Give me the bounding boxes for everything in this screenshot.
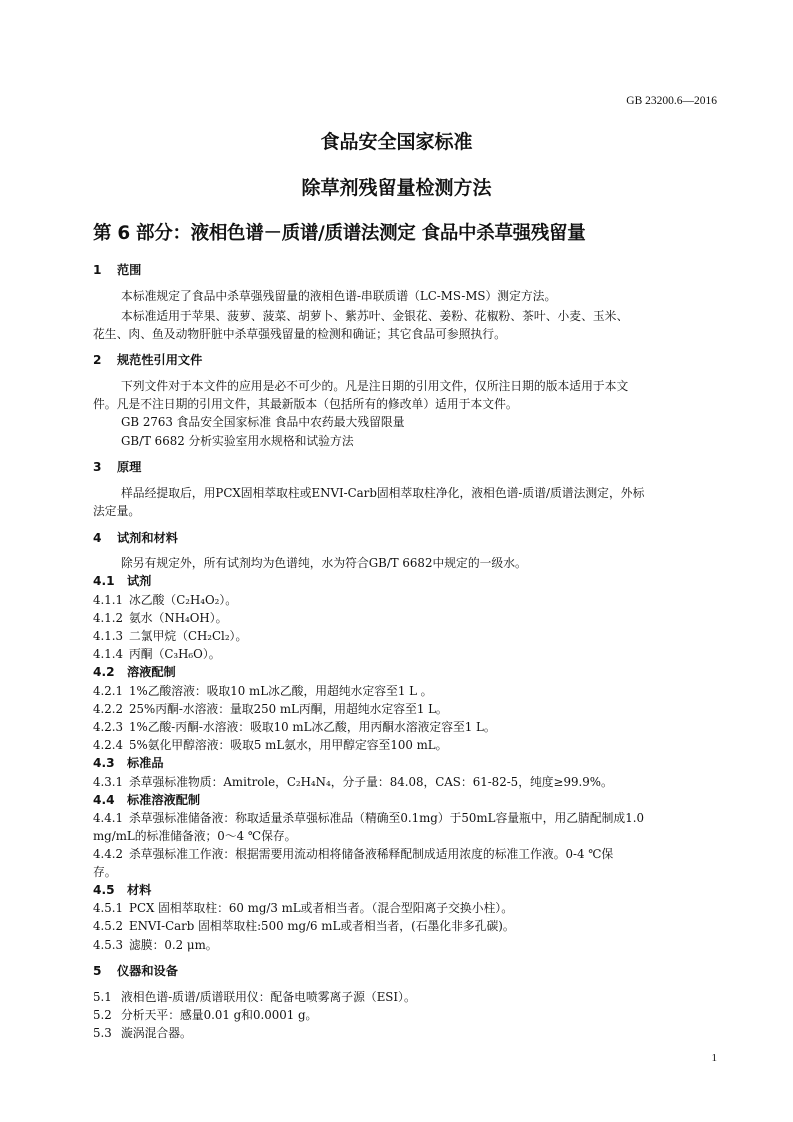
subsection-heading: 4.4 标准溶液配制 <box>93 793 201 807</box>
subsection-heading: 4.3 标准品 <box>93 756 164 770</box>
list-item: 4.5.2 ENVI-Carb 固相萃取柱:500 mg/6 mL或者相当者，(石墨化非多孔碳)。 <box>93 919 515 933</box>
paragraph-line: 花生、肉、鱼及动物肝脏中杀草强残留量的检测和确证；其它食品可参照执行。 <box>93 327 506 341</box>
section-heading: 4 试剂和材料 <box>93 531 178 545</box>
list-item: 4.4.1 杀草强标准储备液：称取适量杀草强标准品（精确至0.1mg）于50mL容量瓶中，用乙腈配制成1.0 <box>93 811 644 825</box>
reference-item: GB/T 6682 分析实验室用水规格和试验方法 <box>121 434 354 448</box>
reference-item: GB 2763 食品安全国家标准 食品中农药最大残留限量 <box>121 415 405 429</box>
paragraph-line: 本标准规定了食品中杀草强残留量的液相色谱-串联质谱（LC-MS-MS）测定方法。 <box>121 289 557 303</box>
paragraph-line: 下列文件对于本文件的应用是必不可少的。凡是注日期的引用文件，仅所注日期的版本适用于本文 <box>121 379 629 393</box>
document-title: 食品安全国家标准 <box>320 131 473 153</box>
list-item: 4.1.2 氨水（NH₄OH）。 <box>93 611 228 625</box>
paragraph-line: 样品经提取后，用PCX固相萃取柱或ENVI-Carb固相萃取柱净化，液相色谱-质谱/质谱法测定，外标 <box>121 486 645 500</box>
section-heading: 3 原理 <box>93 460 142 474</box>
list-item: 4.3.1 杀草强标准物质：Amitrole，C₂H₄N₄，分子量：84.08，CAS：61-82-5，纯度≥99.9%。 <box>93 775 613 789</box>
page-number: 1 <box>711 1052 717 1064</box>
paragraph-line: 本标准适用于苹果、菠萝、菠菜、胡萝卜、紫苏叶、金银花、姜粉、花椒粉、茶叶、小麦、玉米、 <box>121 309 629 323</box>
subsection-heading: 4.1 试剂 <box>93 574 152 588</box>
list-item: 4.4.2 杀草强标准工作液：根据需要用流动相将储备液稀释配制成适用浓度的标准工作液。0-4 ℃保 <box>93 847 614 861</box>
list-item: 4.1.3 二氯甲烷（CH₂Cl₂）。 <box>93 629 248 643</box>
subsection-heading: 4.5 材料 <box>93 883 152 897</box>
list-item: 5.2 分析天平：感量0.01 g和0.0001 g。 <box>93 1008 318 1022</box>
section-heading: 5 仪器和设备 <box>93 964 178 978</box>
list-item-continuation: 存。 <box>93 865 117 879</box>
list-item: 4.5.1 PCX 固相萃取柱：60 mg/3 mL或者相当者。（混合型阳离子交换小柱）。 <box>93 901 513 915</box>
list-item: 4.2.2 25%丙酮-水溶液：量取250 mL丙酮，用超纯水定容至1 L。 <box>93 702 448 716</box>
section-heading: 1 范围 <box>93 263 142 277</box>
list-item: 4.2.1 1%乙酸溶液：吸取10 mL冰乙酸，用超纯水定容至1 L 。 <box>93 684 433 698</box>
standard-number: GB 23200.6—2016 <box>626 95 717 107</box>
list-item: 4.2.3 1%乙酸-丙酮-水溶液：吸取10 mL冰乙酸，用丙酮水溶液定容至1 L。 <box>93 720 496 734</box>
document-subtitle: 除草剂残留量检测方法 <box>301 177 492 199</box>
list-item: 5.1 液相色谱-质谱/质谱联用仪：配备电喷雾离子源（ESI）。 <box>93 990 416 1004</box>
list-item: 4.1.4 丙酮（C₃H₆O）。 <box>93 647 221 661</box>
list-item: 4.1.1 冰乙酸（C₂H₄O₂）。 <box>93 593 238 607</box>
list-item: 4.2.4 5%氨化甲醇溶液：吸取5 mL氨水，用甲醇定容至100 mL。 <box>93 738 448 752</box>
list-item-continuation: mg/mL的标准储备液；0～4 ℃保存。 <box>93 829 297 843</box>
list-item: 4.5.3 滤膜：0.2 μm。 <box>93 938 218 952</box>
paragraph-line: 法定量。 <box>93 504 141 518</box>
section-heading: 2 规范性引用文件 <box>93 353 203 367</box>
subsection-heading: 4.2 溶液配制 <box>93 665 176 679</box>
paragraph-line: 件。凡是不注日期的引用文件，其最新版本（包括所有的修改单）适用于本文件。 <box>93 397 518 411</box>
paragraph-line: 除另有规定外，所有试剂均为色谱纯，水为符合GB/T 6682中规定的一级水。 <box>121 556 527 570</box>
document-part-title: 第 6 部分：液相色谱－质谱/质谱法测定 食品中杀草强残留量 <box>93 223 586 244</box>
list-item: 5.3 漩涡混合器。 <box>93 1026 192 1040</box>
